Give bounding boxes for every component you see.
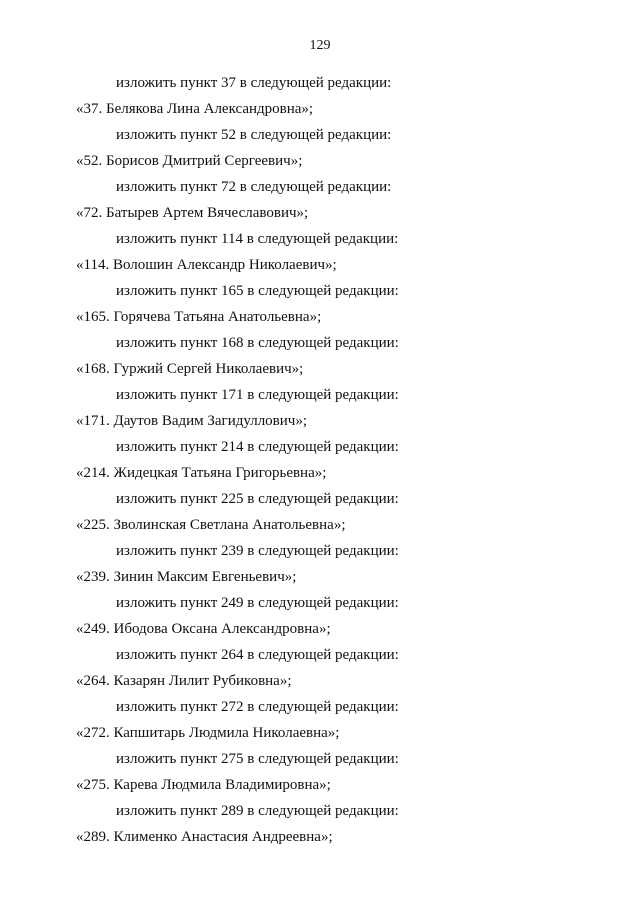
- page-number: 129: [309, 38, 331, 53]
- instruction-line: изложить пункт 214 в следующей редакции:: [116, 439, 399, 455]
- entry-line: «72. Батырев Артем Вячеславович»;: [76, 205, 309, 221]
- instruction-line: изложить пункт 52 в следующей редакции:: [116, 127, 392, 143]
- entry-line: «275. Карева Людмила Владимировна»;: [76, 777, 331, 793]
- entry-line: «239. Зинин Максим Евгеньевич»;: [76, 569, 297, 585]
- instruction-line: изложить пункт 275 в следующей редакции:: [116, 751, 399, 767]
- instruction-line: изложить пункт 168 в следующей редакции:: [116, 335, 399, 351]
- entry-line: «272. Капшитарь Людмила Николаевна»;: [76, 725, 340, 741]
- entry-line: «165. Горячева Татьяна Анатольевна»;: [76, 309, 322, 325]
- entry-line: «37. Белякова Лина Александровна»;: [76, 101, 314, 117]
- instruction-line: изложить пункт 249 в следующей редакции:: [116, 595, 399, 611]
- entry-line: «114. Волошин Александр Николаевич»;: [76, 257, 337, 273]
- entry-line: «225. Зволинская Светлана Анатольевна»;: [76, 517, 346, 533]
- instruction-line: изложить пункт 114 в следующей редакции:: [116, 231, 399, 247]
- entry-line: «52. Борисов Дмитрий Сергеевич»;: [76, 153, 303, 169]
- instruction-line: изложить пункт 37 в следующей редакции:: [116, 75, 392, 91]
- instruction-line: изложить пункт 171 в следующей редакции:: [116, 387, 399, 403]
- instruction-line: изложить пункт 225 в следующей редакции:: [116, 491, 399, 507]
- instruction-line: изложить пункт 72 в следующей редакции:: [116, 179, 392, 195]
- entry-line: «264. Казарян Лилит Рубиковна»;: [76, 673, 292, 689]
- instruction-line: изложить пункт 165 в следующей редакции:: [116, 283, 399, 299]
- instruction-line: изложить пункт 239 в следующей редакции:: [116, 543, 399, 559]
- entry-line: «171. Даутов Вадим Загидуллович»;: [76, 413, 307, 429]
- entry-line: «214. Жидецкая Татьяна Григорьевна»;: [76, 465, 327, 481]
- instruction-line: изложить пункт 289 в следующей редакции:: [116, 803, 399, 819]
- document-body: [0, 70, 640, 850]
- entry-line: «289. Клименко Анастасия Андреевна»;: [76, 829, 333, 845]
- entry-line: «168. Гуржий Сергей Николаевич»;: [76, 361, 304, 377]
- instruction-line: изложить пункт 272 в следующей редакции:: [116, 699, 399, 715]
- entry-line: «249. Ибодова Оксана Александровна»;: [76, 621, 331, 637]
- instruction-line: изложить пункт 264 в следующей редакции:: [116, 647, 399, 663]
